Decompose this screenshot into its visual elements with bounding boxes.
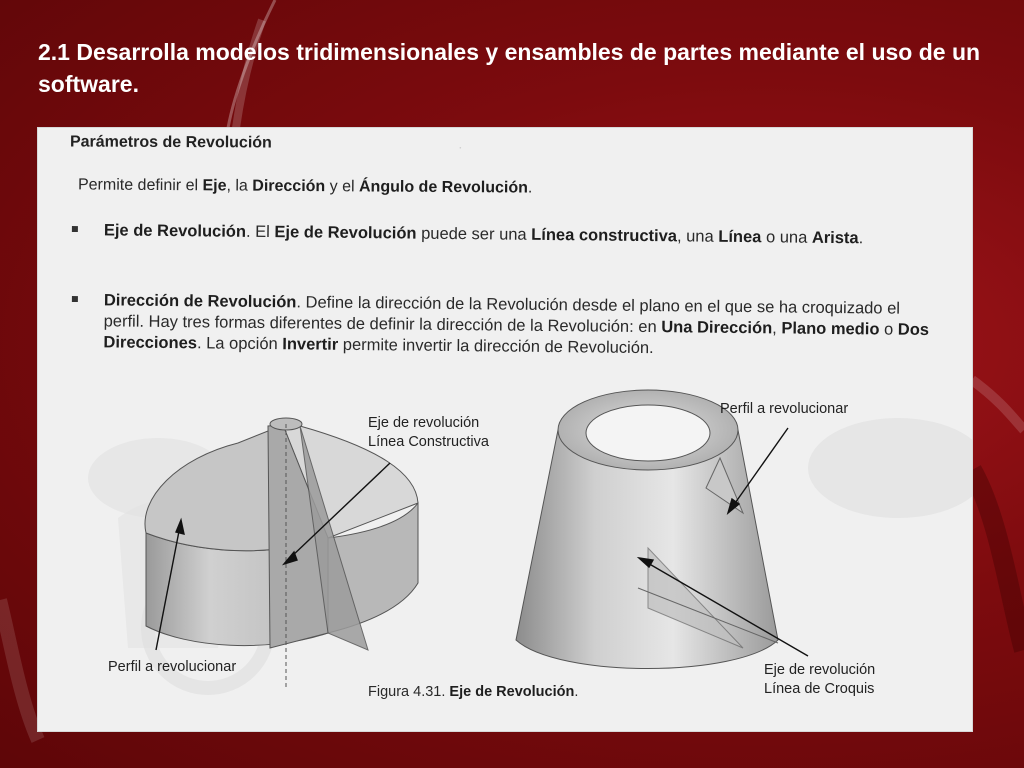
figure-caption: Figura 4.31. Eje de Revolución. [368, 684, 579, 700]
figure-4-31 [38, 128, 972, 731]
revolved-solid-right [516, 390, 778, 669]
label-perfil-right: Perfil a revolucionar [720, 401, 849, 417]
intro-paragraph: Permite definir el Eje, la Dirección y el Ángulo de Revolución. [77, 176, 533, 197]
bullet-eje-de-revolucion: Eje de Revolución. El Eje de Revolución puede ser una Línea constructiva, una Línea o una Arista. [72, 220, 942, 250]
label-eje-linea-constructiva: Eje de revolución Línea Constructiva [368, 415, 489, 450]
revolved-solid-left [145, 418, 418, 688]
scanned-page [38, 128, 972, 731]
bleed-text: · [457, 138, 673, 158]
bullet-direccion-de-revolucion: Dirección de Revolución. Define la dirección de la Revolución desde el plano en el que se ha croquizado el perfil. Hay tres formas diferentes de definir la dirección de la Revolución: en Una Dirección, Plano medio o Dos Direcciones. La opción Invertir permite invertir la dirección de Revolución. [71, 290, 942, 362]
label-perfil-left: Perfil a revolucionar [108, 659, 237, 675]
label-eje-linea-croquis: Eje de revolución Línea de Croquis [764, 662, 876, 697]
slide-title: 2.1 Desarrolla modelos tridimensionales y ensambles de partes mediante el uso de un software. [38, 39, 981, 97]
section-heading: Parámetros de Revolución [69, 133, 272, 152]
